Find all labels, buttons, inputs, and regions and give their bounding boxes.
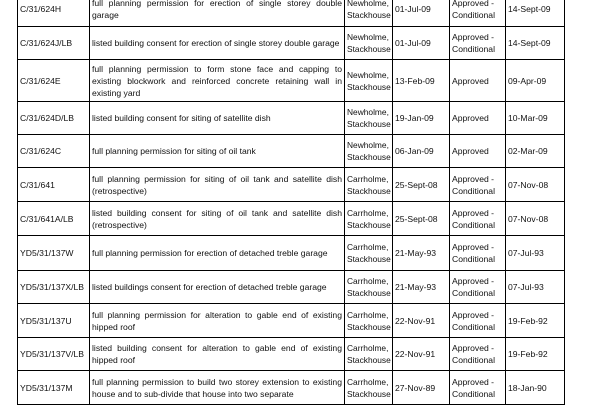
application-reference-cell: C/31/624D/LB <box>18 102 90 135</box>
table-row <box>18 168 565 202</box>
decision-date-cell: 07-Jul-93 <box>506 271 565 304</box>
application-reference-cell: C/31/641A/LB <box>18 202 90 236</box>
decision-status-cell: Approved - Conditional <box>450 271 506 304</box>
application-reference-cell: C/31/624H <box>18 0 90 27</box>
date-received-cell: 22-Nov-91 <box>393 338 450 371</box>
date-received-cell: 21-May-93 <box>393 236 450 271</box>
proposal-description-cell: full planning permission to form stone face and capping to existing blockwork and reinforced concrete retaining wall in existing yard <box>90 60 345 102</box>
site-location-cell: Carrholme, Stackhouse <box>345 271 393 304</box>
site-location-cell: Carrholme, Stackhouse <box>345 168 393 202</box>
decision-date-cell: 07-Jul-93 <box>506 236 565 271</box>
proposal-description-cell: listed building consent for siting of oil tank and satellite dish (retrospective) <box>90 202 345 236</box>
decision-date-cell: 02-Mar-09 <box>506 135 565 168</box>
proposal-description-cell: listed buildings consent for erection of detached treble garage <box>90 271 345 304</box>
decision-status-cell: Approved - Conditional <box>450 304 506 338</box>
decision-status-cell: Approved - Conditional <box>450 0 506 27</box>
table-row <box>18 304 565 338</box>
application-reference-cell: YD5/31/137W <box>18 236 90 271</box>
decision-status-cell: Approved <box>450 102 506 135</box>
decision-status-cell: Approved - Conditional <box>450 236 506 271</box>
decision-status-cell: Approved - Conditional <box>450 27 506 60</box>
site-location-cell: Newholme, Stackhouse <box>345 102 393 135</box>
decision-status-cell: Approved - Conditional <box>450 202 506 236</box>
date-received-cell: 06-Jan-09 <box>393 135 450 168</box>
decision-status-cell: Approved - Conditional <box>450 338 506 371</box>
table-row <box>18 271 565 304</box>
application-reference-cell: C/31/641 <box>18 168 90 202</box>
application-reference-cell: C/31/624C <box>18 135 90 168</box>
proposal-description-cell: listed building consent for alteration to gable end of existing hipped roof <box>90 338 345 371</box>
date-received-cell: 27-Nov-89 <box>393 371 450 405</box>
table-row <box>18 202 565 236</box>
site-location-cell: Carrholme, Stackhouse <box>345 202 393 236</box>
proposal-description-cell: full planning permission for erection of detached treble garage <box>90 236 345 271</box>
proposal-description-cell: listed building consent for erection of single storey double garage <box>90 27 345 60</box>
decision-date-cell: 19-Feb-92 <box>506 338 565 371</box>
date-received-cell: 13-Feb-09 <box>393 60 450 102</box>
site-location-cell: Newholme, Stackhouse <box>345 0 393 27</box>
table-row <box>18 0 565 27</box>
decision-status-cell: Approved <box>450 60 506 102</box>
decision-date-cell: 18-Jan-90 <box>506 371 565 405</box>
decision-date-cell: 14-Sept-09 <box>506 0 565 27</box>
decision-date-cell: 09-Apr-09 <box>506 60 565 102</box>
site-location-cell: Carrholme, Stackhouse <box>345 236 393 271</box>
proposal-description-cell: full planning permission for alteration to gable end of existing hipped roof <box>90 304 345 338</box>
table-row <box>18 102 565 135</box>
site-location-cell: Carrholme, Stackhouse <box>345 304 393 338</box>
proposal-description-cell: full planning permission for siting of oil tank and satellite dish (retrospective) <box>90 168 345 202</box>
table-row <box>18 338 565 371</box>
table-row <box>18 371 565 405</box>
application-reference-cell: C/31/624J/LB <box>18 27 90 60</box>
site-location-cell: Carrholme, Stackhouse <box>345 338 393 371</box>
table-row <box>18 236 565 271</box>
table-row <box>18 135 565 168</box>
decision-status-cell: Approved - Conditional <box>450 168 506 202</box>
date-received-cell: 19-Jan-09 <box>393 102 450 135</box>
decision-date-cell: 19-Feb-92 <box>506 304 565 338</box>
date-received-cell: 25-Sept-08 <box>393 202 450 236</box>
decision-date-cell: 14-Sept-09 <box>506 27 565 60</box>
decision-status-cell: Approved <box>450 135 506 168</box>
table-row <box>18 27 565 60</box>
application-reference-cell: YD5/31/137X/LB <box>18 271 90 304</box>
date-received-cell: 22-Nov-91 <box>393 304 450 338</box>
site-location-cell: Carrholme, Stackhouse <box>345 371 393 405</box>
proposal-description-cell: full planning permission for erection of single storey double garage <box>90 0 345 27</box>
application-reference-cell: YD5/31/137U <box>18 304 90 338</box>
decision-status-cell: Approved - Conditional <box>450 371 506 405</box>
proposal-description-cell: listed building consent for siting of satellite dish <box>90 102 345 135</box>
date-received-cell: 21-May-93 <box>393 271 450 304</box>
proposal-description-cell: full planning permission for siting of oil tank <box>90 135 345 168</box>
application-reference-cell: YD5/31/137V/LB <box>18 338 90 371</box>
site-location-cell: Newholme, Stackhouse <box>345 60 393 102</box>
application-reference-cell: YD5/31/137M <box>18 371 90 405</box>
table-body <box>18 0 565 405</box>
table-row <box>18 60 565 102</box>
decision-date-cell: 07-Nov-08 <box>506 202 565 236</box>
site-location-cell: Newholme, Stackhouse <box>345 135 393 168</box>
decision-date-cell: 10-Mar-09 <box>506 102 565 135</box>
date-received-cell: 01-Jul-09 <box>393 27 450 60</box>
application-reference-cell: C/31/624E <box>18 60 90 102</box>
date-received-cell: 25-Sept-08 <box>393 168 450 202</box>
planning-applications-table <box>17 0 565 405</box>
date-received-cell: 01-Jul-09 <box>393 0 450 27</box>
decision-date-cell: 07-Nov-08 <box>506 168 565 202</box>
site-location-cell: Newholme, Stackhouse <box>345 27 393 60</box>
proposal-description-cell: full planning permission to build two storey extension to existing house and to sub-divide that house into two separate <box>90 371 345 405</box>
